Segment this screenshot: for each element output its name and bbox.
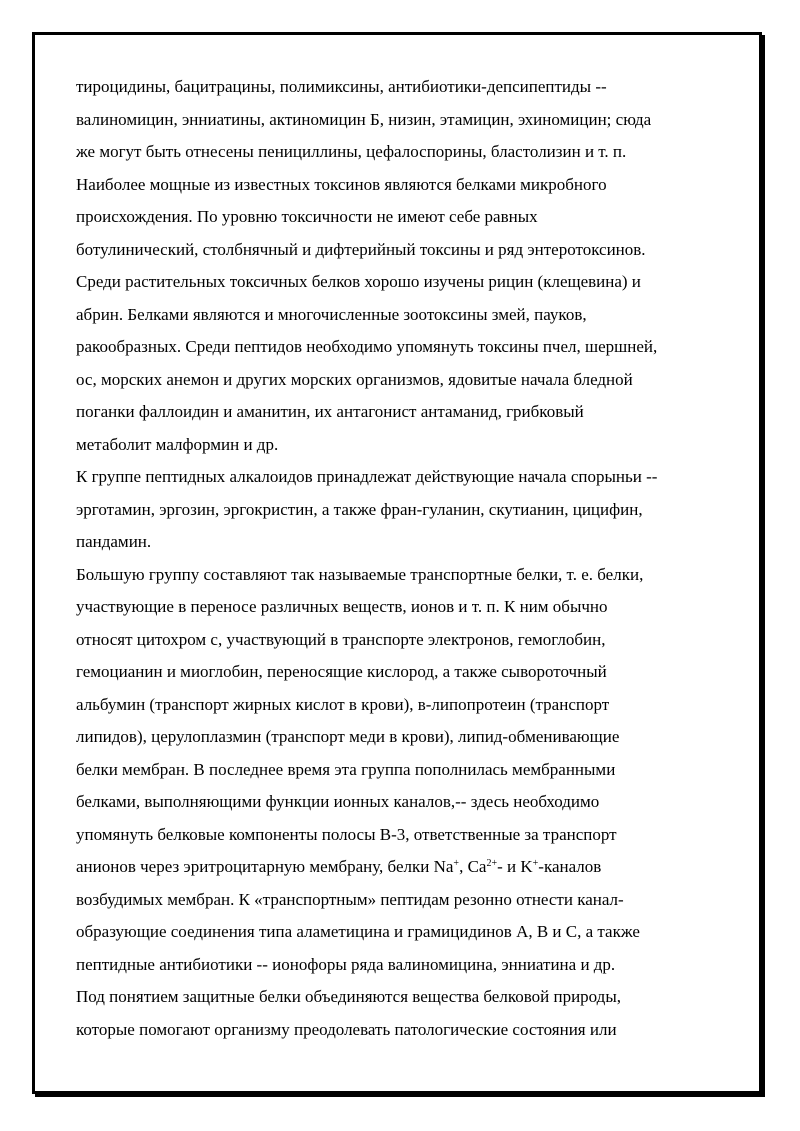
text-line: ос, морских анемон и других морских организмов, ядовитые начала бледной [76,369,633,389]
text-line: образующие соединения типа аламетицина и грамицидинов А, В и С, а также [76,922,640,941]
text-line: альбумин (транспорт жирных кислот в крови), в-липопротеин (транспорт [76,694,610,714]
text-line: белками, выполняющими функции ионных каналов,-- здесь необходимо [76,792,600,811]
text-line: эрготамин, эргозин, эргокристин, а также фран-гуланин, скутианин, цицифин, [76,499,643,519]
text-line: ракообразных. Среди пептидов необходимо упомянуть токсины пчел, шершней, [76,337,658,356]
text-line: липидов), церулоплазмин (транспорт меди в крови), липид-обменивающие [76,727,620,746]
text-line: К группе пептидных алкалоидов принадлежат действующие начала спорыньи -- [76,467,658,486]
text-line: метаболит малформин и др. [76,434,279,454]
text-line: Среди растительных токсичных белков хорошо изучены рицин (клещевина) и [76,272,641,291]
text-line: происхождения. По уровню токсичности не имеют себе равных [76,207,538,226]
text-line: пептидные антибиотики -- ионофоры ряда валиномицина, энниатина и др. [76,954,616,974]
text-line: которые помогают организму преодолевать патологические состояния или [76,1019,617,1039]
ion-line-part: , Ca [459,857,487,876]
text-line: Большую группу составляют так называемые транспортные белки, т. е. белки, [76,564,644,584]
superscript: + [532,858,539,869]
text-line: абрин. Белками являются и многочисленные зоотоксины змей, пауков, [76,304,587,324]
text-line: поганки фаллоидин и аманитин, их антагонист антаманид, грибковый [76,402,584,421]
text-line: упомянуть белковые компоненты полосы В-3, ответственные за транспорт [76,824,617,844]
document-text [76,71,736,1046]
text-line: Наиболее мощные из известных токсинов являются белками микробного [76,174,607,194]
ion-line-part: -каналов [538,857,602,876]
text-line: относят цитохром с, участвующий в транспорте электронов, гемоглобин, [76,629,606,649]
superscript: + [453,858,460,869]
text-line: же могут быть отнесены пенициллины, цефалоспорины, бластолизин и т. п. [76,142,627,161]
ion-line-part: анионов через эритроцитарную мембрану, белки Na [76,857,454,876]
text-line: валиномицин, энниатины, актиномицин Б, низин, этамицин, эхиномицин; сюда [76,109,652,129]
ion-line-part: - и K [497,857,533,876]
ion-channels-line [76,851,736,884]
text-line: белки мембран. В последнее время эта группа пополнилась мембранными [76,759,616,779]
text-line: пандамин. [76,532,152,551]
text-line: тироцидины, бацитрацины, полимиксины, антибиотики-депсипептиды -- [76,77,607,96]
text-line: участвующие в переносе различных веществ, ионов и т. п. К ним обычно [76,597,608,616]
text-line: ботулинический, столбнячный и дифтерийный токсины и ряд энтеротоксинов. [76,239,646,259]
text-line: гемоцианин и миоглобин, переносящие кислород, а также сывороточный [76,662,607,681]
text-line: возбудимых мембран. К «транспортным» пептидам резонно отнести канал- [76,889,624,909]
text-line: Под понятием защитные белки объединяются вещества белковой природы, [76,987,622,1006]
superscript: 2+ [486,858,498,869]
